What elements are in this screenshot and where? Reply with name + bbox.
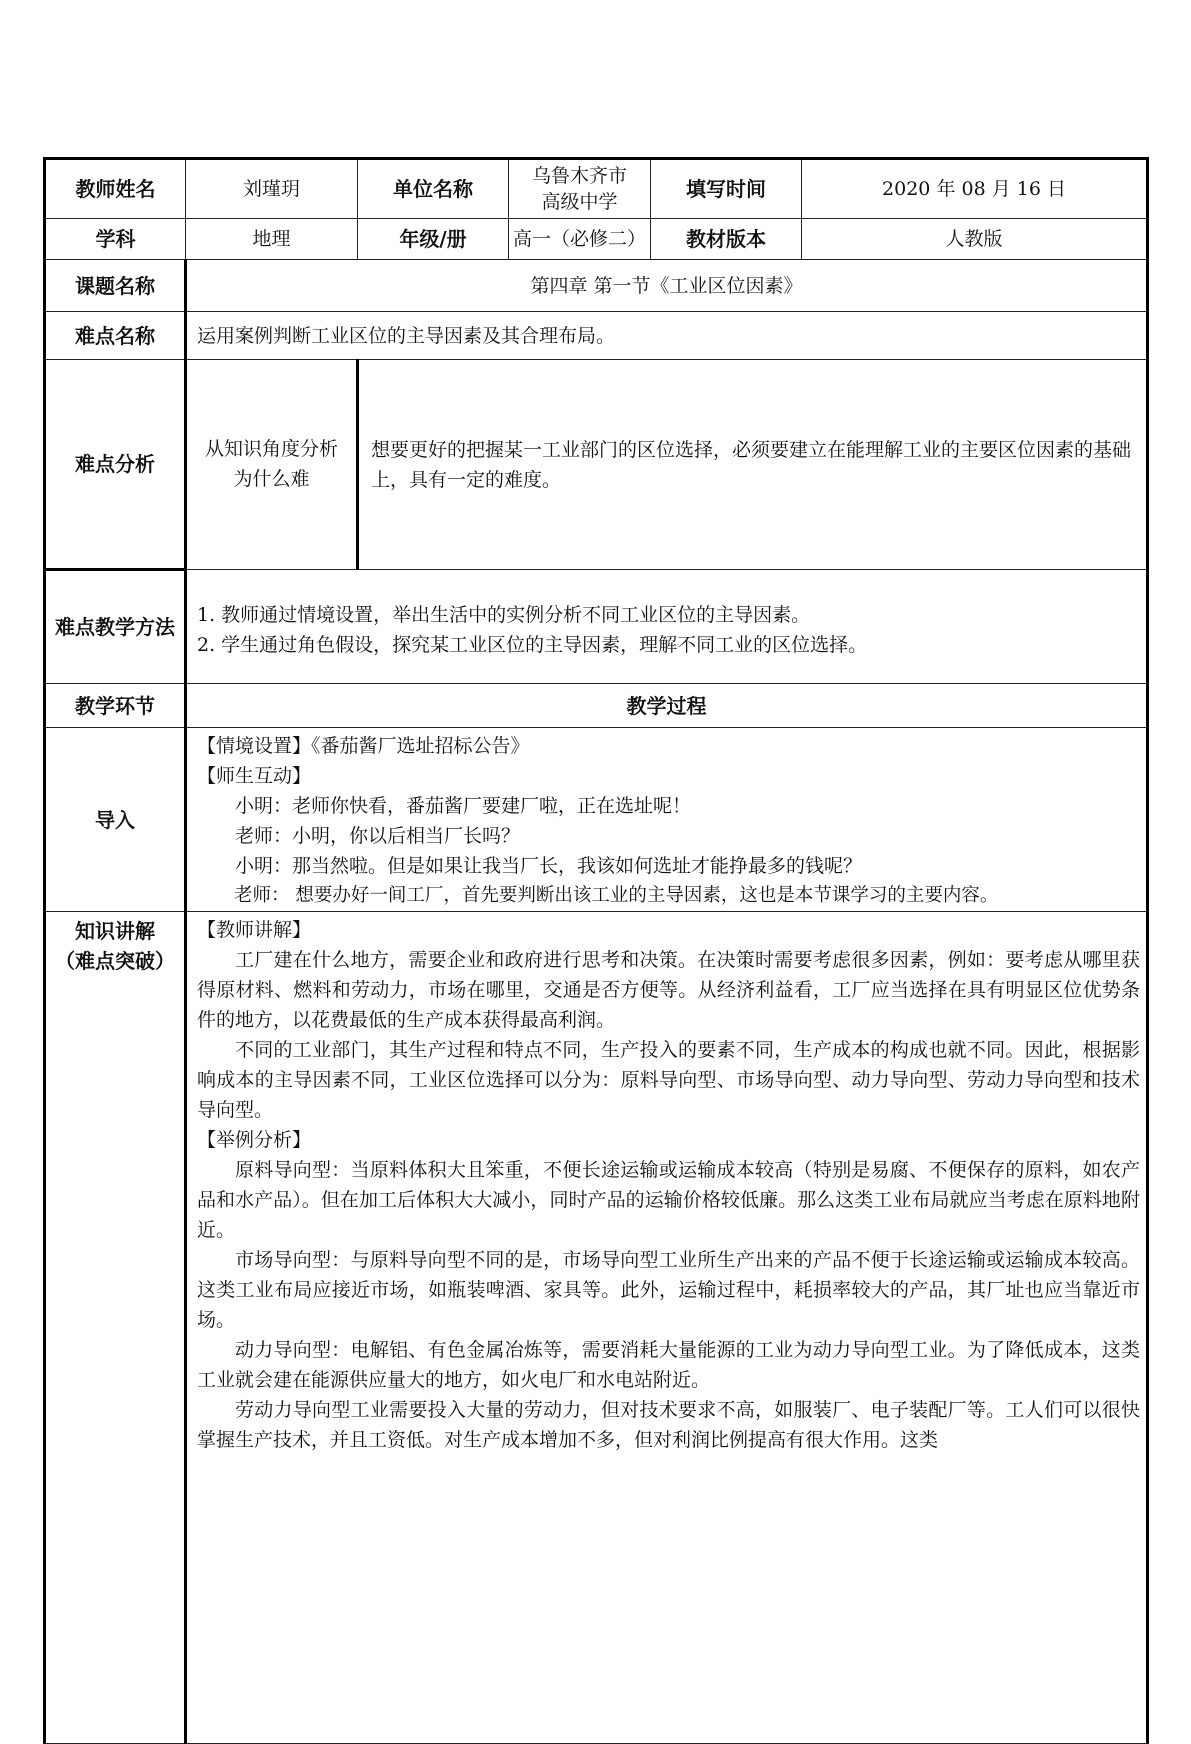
- knowledge-label-line2: （难点突破）: [55, 949, 175, 973]
- knowledge-label: [45, 912, 186, 1744]
- method-item-1: 1. 教师通过情境设置，举出生活中的实例分析不同工业区位的主导因素。: [197, 604, 811, 626]
- difficulty-analysis-label: 难点分析: [45, 360, 186, 570]
- example-paragraph-2: 市场导向型：与原料导向型不同的是，市场导向型工业所生产出来的产品不便于长途运输或运输成本较高。这类工业布局应接近市场，如瓶装啤酒、家具等。此外，运输过程中，耗损率较大的产品，其厂址也应当靠近市场。: [197, 1249, 1140, 1331]
- dialogue-line-3: 小明：那当然啦。但是如果让我当厂长，我该如何选址才能挣最多的钱呢？: [235, 855, 863, 877]
- method-item-2: 2. 学生通过角色假设，探究某工业区位的主导因素，理解不同工业的区位选择。: [197, 634, 868, 656]
- fill-date-value: 2020 年 08 月 16 日: [802, 159, 1148, 219]
- edition-value: 人教版: [802, 219, 1148, 260]
- difficulty-name-label: 难点名称: [45, 312, 186, 360]
- teacher-name-value: 刘瑾玥: [186, 159, 358, 219]
- difficulty-analysis-value: 想要更好的把握某一工业部门的区位选择，必须要建立在能理解工业的主要区位因素的基础上，具有一定的难度。: [358, 360, 1148, 570]
- subject-value: 地理: [186, 219, 358, 260]
- example-paragraph-1: 原料导向型：当原料体积大且笨重，不便长途运输或运输成本较高（特别是易腐、不便保存的原料，如农产品和水产品）。但在加工后体积大大减小，同时产品的运输价格较低廉。那么这类工业布局就应当考虑在原料地附近。: [197, 1159, 1140, 1241]
- teaching-method-value: [186, 570, 1148, 684]
- knowledge-content: [186, 912, 1148, 1744]
- unit-name-value: [509, 159, 651, 219]
- teacher-name-label: 教师姓名: [45, 159, 186, 219]
- teaching-method-label: 难点教学方法: [45, 570, 186, 684]
- example-paragraph-4: 劳动力导向型工业需要投入大量的劳动力，但对技术要求不高，如服装厂、电子装配厂等。工人们可以很快掌握生产技术，并且工资低。对生产成本增加不多，但对利润比例提高有很大作用。这类: [197, 1399, 1140, 1451]
- grade-label: 年级/册: [358, 219, 509, 260]
- analysis-sub-label-line2: 为什么难: [233, 468, 310, 490]
- intro-line-1: 【情境设置】《番茄酱厂选址招标公告》: [197, 735, 530, 757]
- analysis-sub-label-line1: 从知识角度分析: [204, 438, 338, 460]
- fill-date-label: 填写时间: [651, 159, 802, 219]
- intro-label: 导入: [45, 728, 186, 912]
- edition-label: 教材版本: [651, 219, 802, 260]
- analysis-sub-label: [186, 360, 358, 570]
- intro-content: [186, 728, 1148, 912]
- teaching-process-label: 教学过程: [186, 684, 1148, 728]
- intro-line-2: 【师生互动】: [197, 765, 312, 787]
- explain-paragraph-2: 不同的工业部门，其生产过程和特点不同，生产投入的要素不同，生产成本的构成也就不同。因此，根据影响成本的主导因素不同，工业区位选择可以分为：原料导向型、市场导向型、动力导向型、劳动力导向型和技术导向型。: [197, 1039, 1140, 1121]
- teacher-explain-heading: 【教师讲解】: [197, 919, 312, 941]
- grade-value: 高一（必修二）: [509, 219, 651, 260]
- unit-name-line2: 高级中学: [541, 191, 618, 213]
- teaching-stage-label: 教学环节: [45, 684, 186, 728]
- topic-value: 第四章 第一节《工业区位因素》: [186, 260, 1148, 312]
- dialogue-line-1: 小明：老师你快看，番茄酱厂要建厂啦，正在选址呢！: [235, 795, 692, 817]
- dialogue-line-4: 老师： 想要办好一间工厂，首先要判断出该工业的主导因素，这也是本节课学习的主要内容。: [234, 885, 999, 906]
- knowledge-label-line1: 知识讲解: [75, 919, 155, 943]
- example-heading: 【举例分析】: [197, 1129, 312, 1151]
- lesson-plan-table: [43, 157, 1146, 1744]
- difficulty-name-value: 运用案例判断工业区位的主导因素及其合理布局。: [186, 312, 1148, 360]
- explain-paragraph-1: 工厂建在什么地方，需要企业和政府进行思考和决策。在决策时需要考虑很多因素，例如：要考虑从哪里获得原材料、燃料和劳动力，市场在哪里，交通是否方便等。从经济利益看，工厂应当选择在具有明显区位优势条件的地方，以花费最低的生产成本获得最高利润。: [197, 949, 1140, 1031]
- unit-name-label: 单位名称: [358, 159, 509, 219]
- dialogue-line-2: 老师：小明，你以后相当厂长吗？: [235, 825, 521, 847]
- subject-label: 学科: [45, 219, 186, 260]
- topic-label: 课题名称: [45, 260, 186, 312]
- unit-name-line1: 乌鲁木齐市: [531, 165, 627, 187]
- example-paragraph-3: 动力导向型：电解铝、有色金属冶炼等，需要消耗大量能源的工业为动力导向型工业。为了降低成本，这类工业就会建在能源供应量大的地方，如火电厂和水电站附近。: [197, 1339, 1140, 1391]
